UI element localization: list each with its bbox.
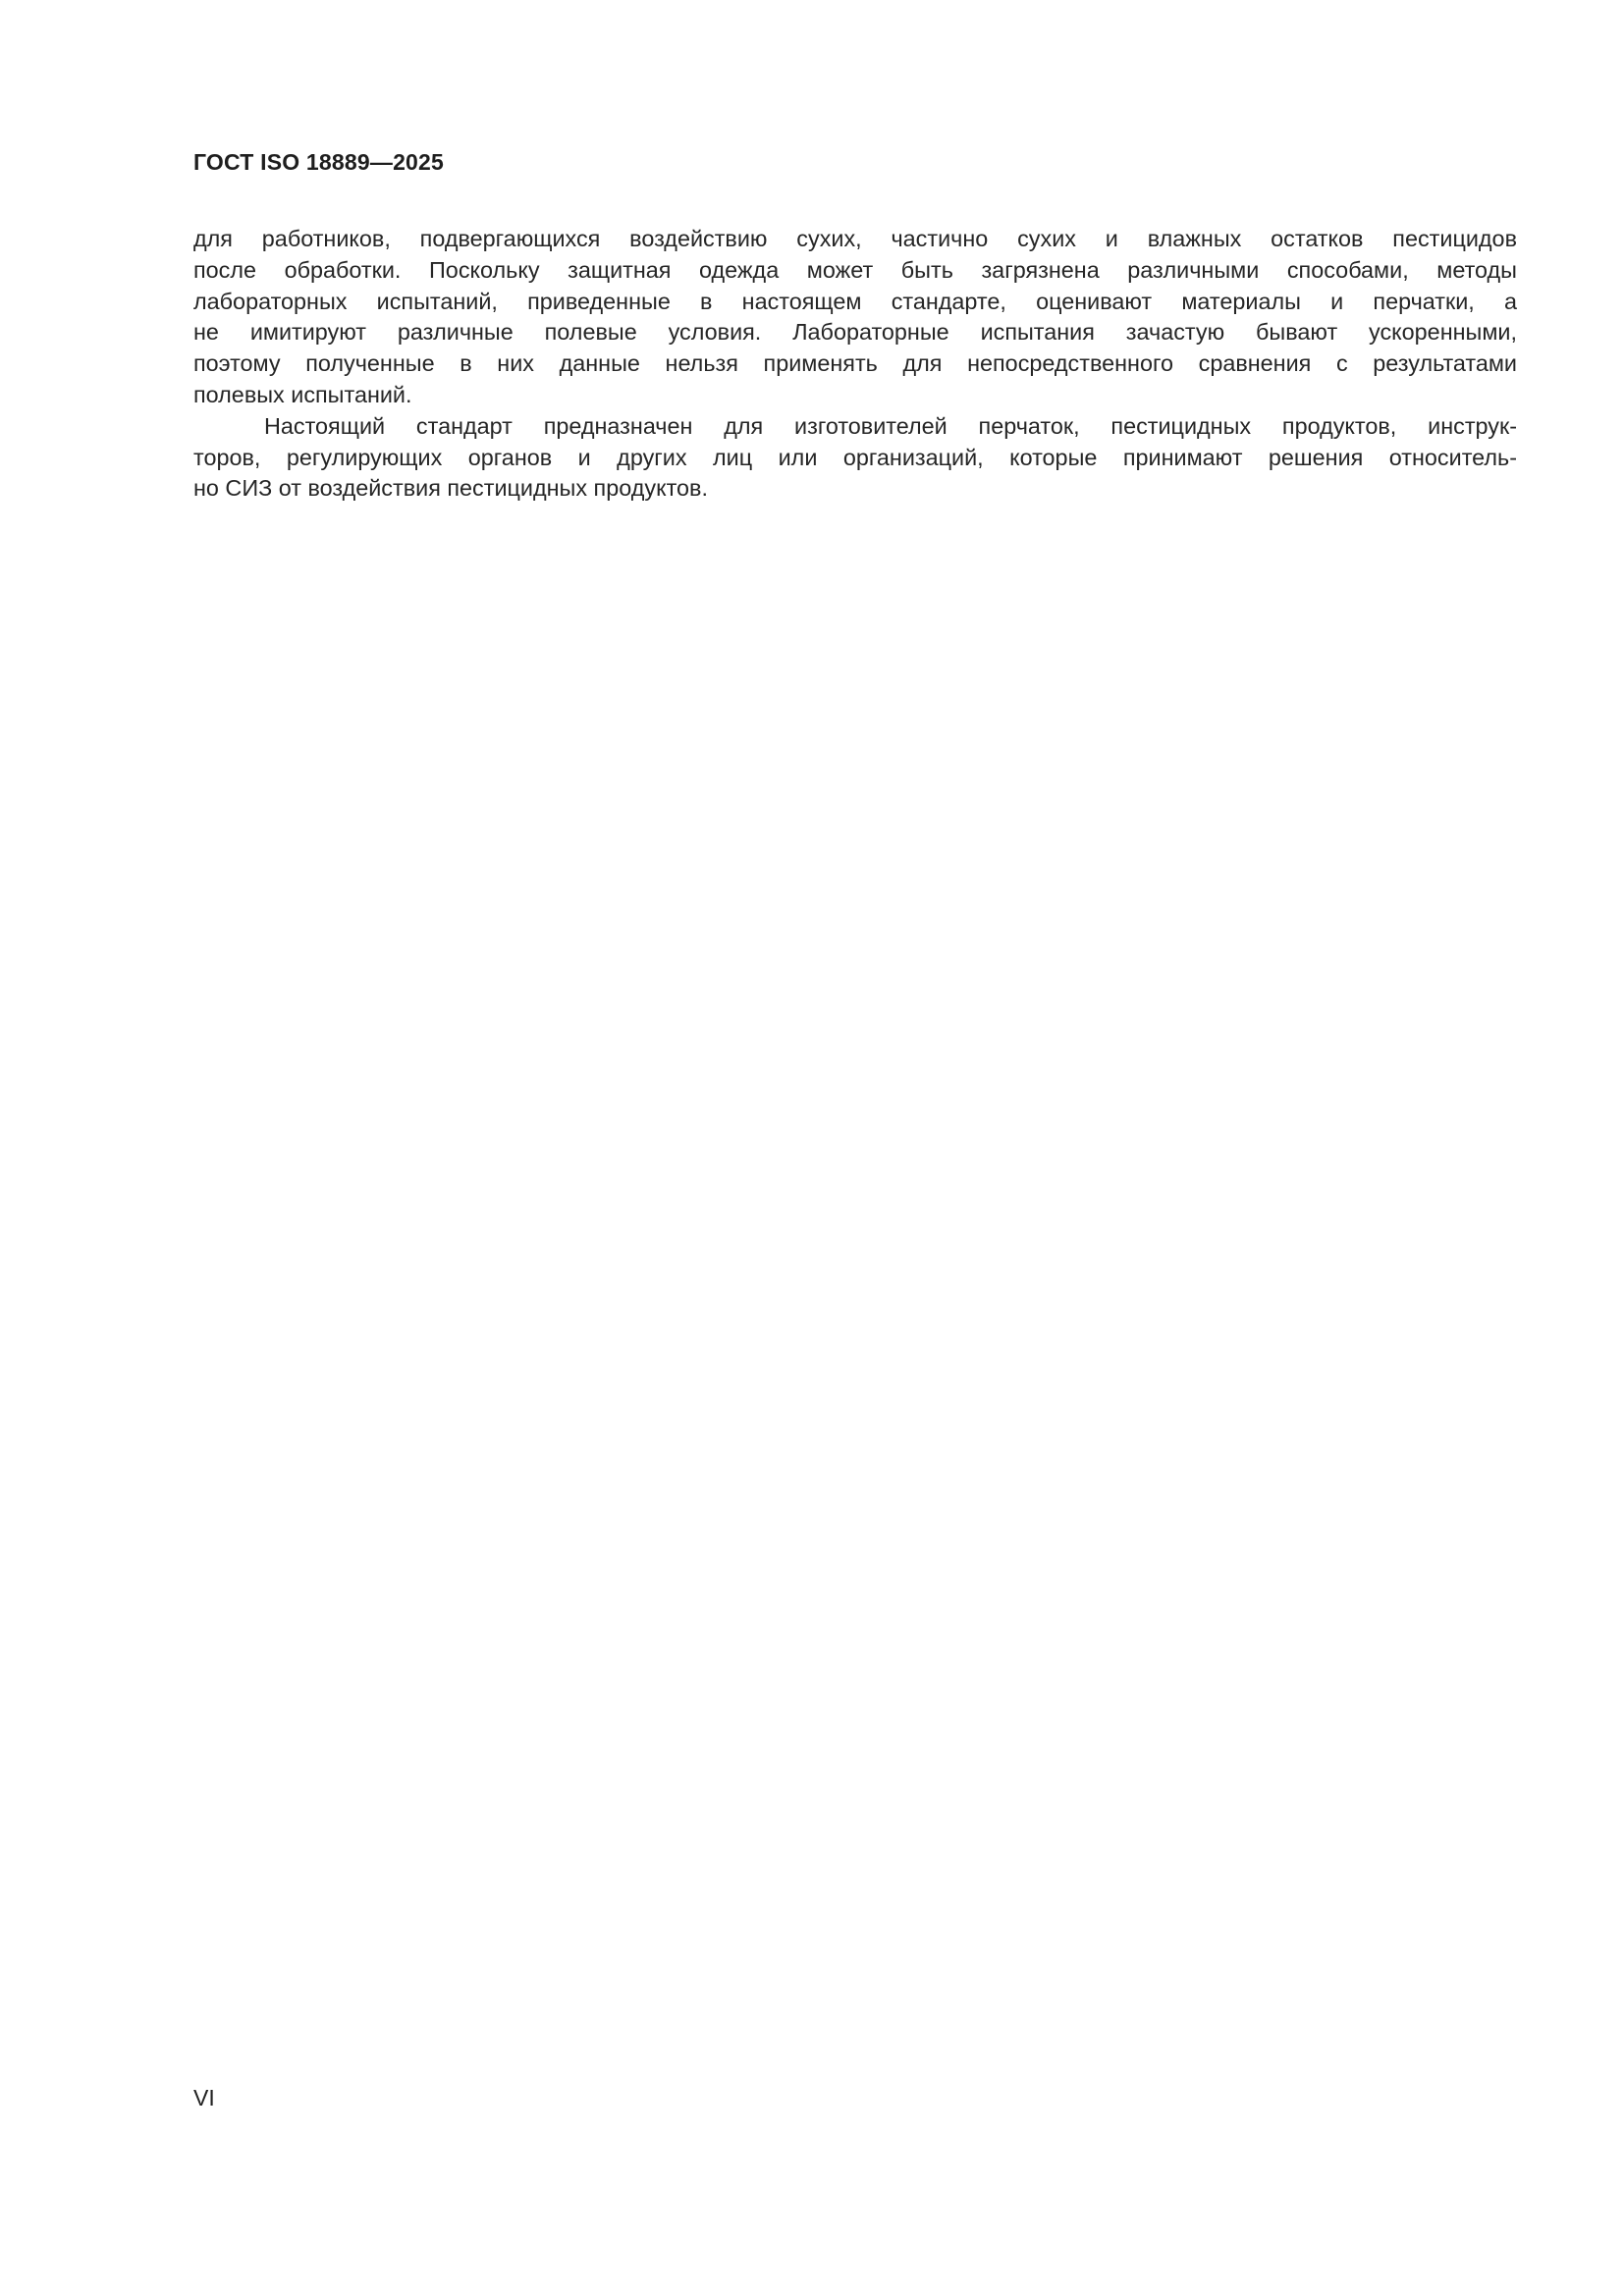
text-line: после обработки. Поскольку защитная одежда может быть загрязнена различными способами, методы (193, 256, 1517, 283)
document-body (193, 224, 1517, 505)
paragraph-1 (193, 224, 1517, 411)
text-line: лабораторных испытаний, приведенные в настоящем стандарте, оценивают материалы и перчатки, а (193, 288, 1517, 314)
text-line: но СИЗ от воздействия пестицидных продуктов. (193, 475, 708, 502)
text-line: не имитируют различные полевые условия. Лабораторные испытания зачастую бывают ускоренными, (193, 319, 1517, 346)
text-line: торов, регулирующих органов и других лиц или организаций, которые принимают решения относитель- (193, 444, 1517, 470)
text-line: полевых испытаний. (193, 381, 412, 407)
document-standard-id: ГОСТ ISO 18889—2025 (193, 149, 445, 175)
text-line: поэтому полученные в них данные нельзя применять для непосредственного сравнения с результатами (193, 350, 1517, 377)
paragraph-2 (193, 411, 1517, 505)
page-number: VI (193, 2085, 215, 2110)
text-line: для работников, подвергающихся воздействию сухих, частично сухих и влажных остатков пестицидов (193, 226, 1517, 251)
text-line: Настоящий стандарт предназначен для изготовителей перчаток, пестицидных продуктов, инструк- (264, 412, 1517, 439)
